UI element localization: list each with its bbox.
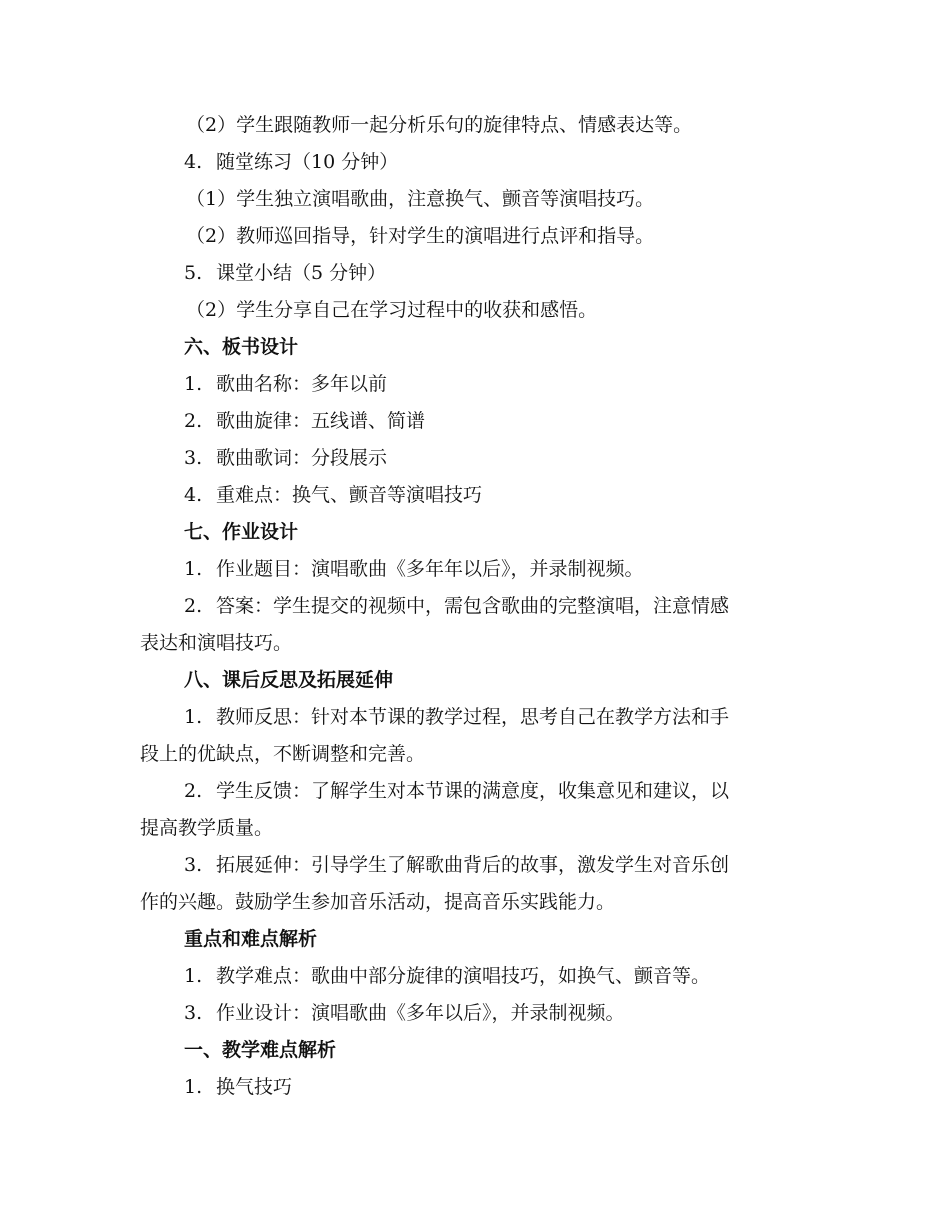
list-item-number: 3.	[184, 854, 203, 876]
paragraph-first-line	[140, 773, 810, 810]
sub-item-line: （1）学生独立演唱歌曲，注意换气、颤音等演唱技巧。	[186, 188, 655, 210]
list-item-text: 重难点：换气、颤音等演唱技巧	[216, 484, 483, 506]
list-item-number: 4.	[184, 151, 203, 173]
list-item-number: 5.	[184, 262, 203, 284]
paragraph-first-text: 答案：学生提交的视频中，需包含歌曲的完整演唱，注意情感	[216, 595, 730, 617]
paragraph-first-text: 学生反馈：了解学生对本节课的满意度，收集意见和建议，以	[216, 780, 730, 802]
list-item-text: 作业题目：演唱歌曲《多年年以后》，并录制视频。	[216, 558, 644, 580]
list-item	[140, 366, 810, 403]
list-item	[140, 1069, 810, 1106]
section-heading: 重点和难点解析	[184, 928, 318, 950]
sub-item-line: （2）学生跟随教师一起分析乐句的旋律特点、情感表达等。	[186, 114, 693, 136]
list-item-number: 1.	[184, 1076, 203, 1098]
wrapped-paragraph	[140, 773, 810, 847]
list-item	[140, 958, 810, 995]
paragraph-continuation-line: 提高教学质量。	[140, 817, 274, 839]
list-item-number: 2.	[184, 595, 203, 617]
sub-item-line: （2）学生分享自己在学习过程中的收获和感悟。	[186, 299, 598, 321]
list-item-text: 歌曲旋律：五线谱、简谱	[216, 410, 426, 432]
list-item	[140, 477, 810, 514]
wrapped-paragraph	[140, 588, 810, 662]
wrapped-paragraph	[140, 847, 810, 921]
list-item	[140, 440, 810, 477]
list-item-number: 1.	[184, 373, 203, 395]
wrapped-paragraph	[140, 699, 810, 773]
list-item	[140, 255, 810, 292]
paragraph-continuation-line: 作的兴趣。鼓励学生参加音乐活动，提高音乐实践能力。	[140, 891, 616, 913]
section-heading: 六、板书设计	[184, 336, 299, 358]
paragraph-continuation-line: 段上的优缺点，不断调整和完善。	[140, 743, 426, 765]
list-item	[140, 995, 810, 1032]
list-item-number: 1.	[184, 706, 203, 728]
list-item-number: 3.	[184, 447, 203, 469]
list-item-number: 2.	[184, 410, 203, 432]
list-item-text: 歌曲名称：多年以前	[216, 373, 388, 395]
paragraph-first-line	[140, 588, 810, 625]
list-item-number: 1.	[184, 558, 203, 580]
list-item-number: 1.	[184, 965, 203, 987]
list-item	[140, 403, 810, 440]
paragraph-continuation-line: 表达和演唱技巧。	[140, 632, 293, 654]
list-item-text: 课堂小结（5 分钟）	[216, 262, 387, 284]
list-item-number: 4.	[184, 484, 203, 506]
document-body	[140, 107, 810, 1106]
list-item-text: 换气技巧	[216, 1076, 293, 1098]
list-item-text: 随堂练习（10 分钟）	[216, 151, 399, 173]
paragraph-first-line	[140, 699, 810, 736]
list-item	[140, 551, 810, 588]
list-item-text: 歌曲歌词：分段展示	[216, 447, 388, 469]
list-item-number: 2.	[184, 780, 203, 802]
section-heading: 七、作业设计	[184, 521, 299, 543]
list-item-text: 教学难点：歌曲中部分旋律的演唱技巧，如换气、颤音等。	[216, 965, 711, 987]
section-heading: 八、课后反思及拓展延伸	[184, 669, 394, 691]
paragraph-first-line	[140, 847, 810, 884]
paragraph-first-text: 教师反思：针对本节课的教学过程，思考自己在教学方法和手	[216, 706, 730, 728]
sub-item-line: （2）教师巡回指导，针对学生的演唱进行点评和指导。	[186, 225, 655, 247]
list-item-text: 作业设计：演唱歌曲《多年以后》，并录制视频。	[216, 1002, 625, 1024]
paragraph-first-text: 拓展延伸：引导学生了解歌曲背后的故事，激发学生对音乐创	[216, 854, 730, 876]
section-heading: 一、教学难点解析	[184, 1039, 337, 1061]
list-item	[140, 144, 810, 181]
list-item-number: 3.	[184, 1002, 203, 1024]
